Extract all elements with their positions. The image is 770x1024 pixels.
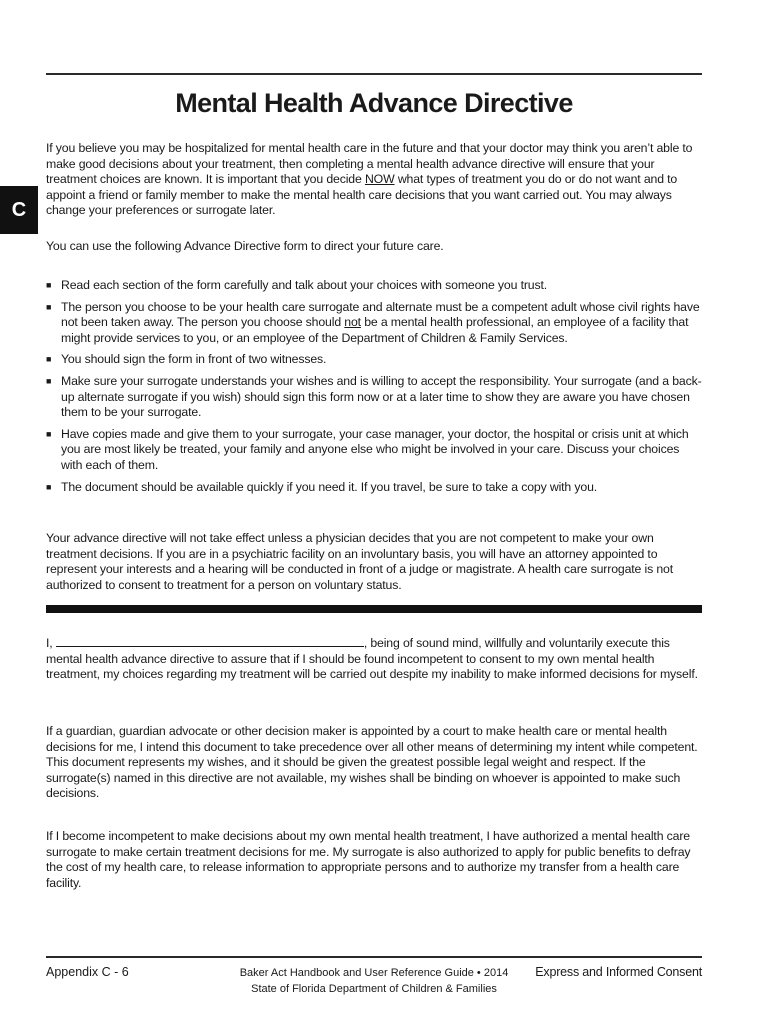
list-item [46, 480, 702, 496]
list-item [46, 374, 702, 421]
name-blank-field[interactable] [56, 635, 364, 647]
footer-section-title: Express and Informed Consent [535, 965, 702, 979]
instruction-list [46, 278, 702, 501]
list-item [46, 278, 702, 294]
surrogate-paragraph: If I become incompetent to make decisions about my own mental health treatment, I have authorized a mental health care surrogate to make certain treatment decisions for me. My surrogate is also authorized to apply for public benefits to defray the cost of my health care, to release information to appropriate persons and to authorize my transfer from a health care facility. [46, 829, 691, 890]
list-item-text: Make sure your surrogate understands your wishes and is willing to accept the responsibility. Your surrogate (and a back-up alternate surrogate if you wish) should sign this form now or at a later time to show they are aware you have chosen them to be your surrogate. [61, 373, 702, 420]
list-item-text: The document should be available quickly if you need it. If you travel, be sure to take a copy with you. [61, 479, 598, 494]
bullet-icon: ■ [46, 354, 52, 365]
list-item-text: Read each section of the form carefully and talk about your choices with someone you trust. [61, 278, 548, 292]
guardian-paragraph: If a guardian, guardian advocate or other decision maker is appointed by a court to make health care or mental health decisions for me, I intend this document to take precedence over all other means of determining my intent while competent. This document represents my wishes, and it should be given the greatest possible legal weight and respect. If the surrogate(s) named in this directive are not available, my wishes shall be binding on whoever is appointed to make such decisions. [46, 724, 698, 801]
page-number: Appendix C - 6 [46, 965, 129, 979]
declaration-prefix: I, [46, 636, 56, 650]
declaration-text: , being of sound mind, willfully and voluntarily execute this mental health advance directive to assure that if I should be found incompetent to consent to my own mental health treatment, my choices regarding my treatment will be carried out despite my inability to make informed decisions for myself. [46, 636, 698, 682]
intro-emphasis: NOW [364, 172, 395, 187]
appendix-tab: C [0, 186, 38, 234]
list-item [46, 300, 702, 347]
list-item-emphasis: not [344, 315, 361, 330]
footer-department: State of Florida Department of Children & Families [251, 983, 497, 995]
footer-handbook-title: Baker Act Handbook and User Reference Guide • 2014 [239, 967, 509, 979]
list-item-text: be a mental health professional, an employee of a facility that might provide services to you, or an employee of the Department of Children & Family Services. [61, 315, 689, 345]
list-item-text: You should sign the form in front of two witnesses. [61, 352, 327, 367]
list-item [46, 427, 702, 474]
list-item-text: The person you choose to be your health care surrogate and alternate must be a competent adult whose civil rights have not been taken away. The person you choose should [61, 299, 700, 330]
list-item [46, 352, 702, 368]
bullet-icon: ■ [46, 280, 52, 290]
bullet-icon: ■ [46, 428, 52, 439]
header-rule [46, 73, 702, 75]
page-title: Mental Health Advance Directive [175, 88, 573, 118]
intro-text-start: If you believe you may be hospitalized for mental health care in the future and that your doctor may think you aren’t able to make good decisions about your treatment, then completing a mental health advance directive will ensure that your treatment choices are known. It is important that you decide [46, 141, 693, 187]
bullet-icon: ■ [46, 481, 52, 492]
footer-rule [46, 956, 702, 958]
section-divider [46, 605, 702, 613]
effectiveness-notice: Your advance directive will not take effect unless a physician decides that you are not competent to make your own treatment decisions. If you are in a psychiatric facility on an involuntary basis, you will have an attorney appointed to represent your interests and a hearing will be conducted in front of a judge or magistrate. A health care surrogate is not authorized to consent to treatment for a person on voluntary status. [46, 531, 673, 592]
declaration-paragraph [46, 635, 702, 683]
bullet-icon: ■ [46, 301, 52, 312]
intro-paragraph [46, 141, 702, 219]
footer-publication [214, 965, 534, 997]
intro-text-end: what types of treatment you do or do not want and to appoint a friend or family member to make the mental health care decisions that you want carried out. You may always change your preferences or surrogate later. [46, 172, 678, 218]
bullet-icon: ■ [46, 375, 52, 386]
form-usage-paragraph: You can use the following Advance Directive form to direct your future care. [46, 239, 444, 253]
list-item-text: Have copies made and give them to your surrogate, your case manager, your doctor, the hospital or crisis unit at which you are most likely be treated, your family and anyone else who might be involved in your care. Discuss your choices with each of them. [61, 426, 689, 472]
